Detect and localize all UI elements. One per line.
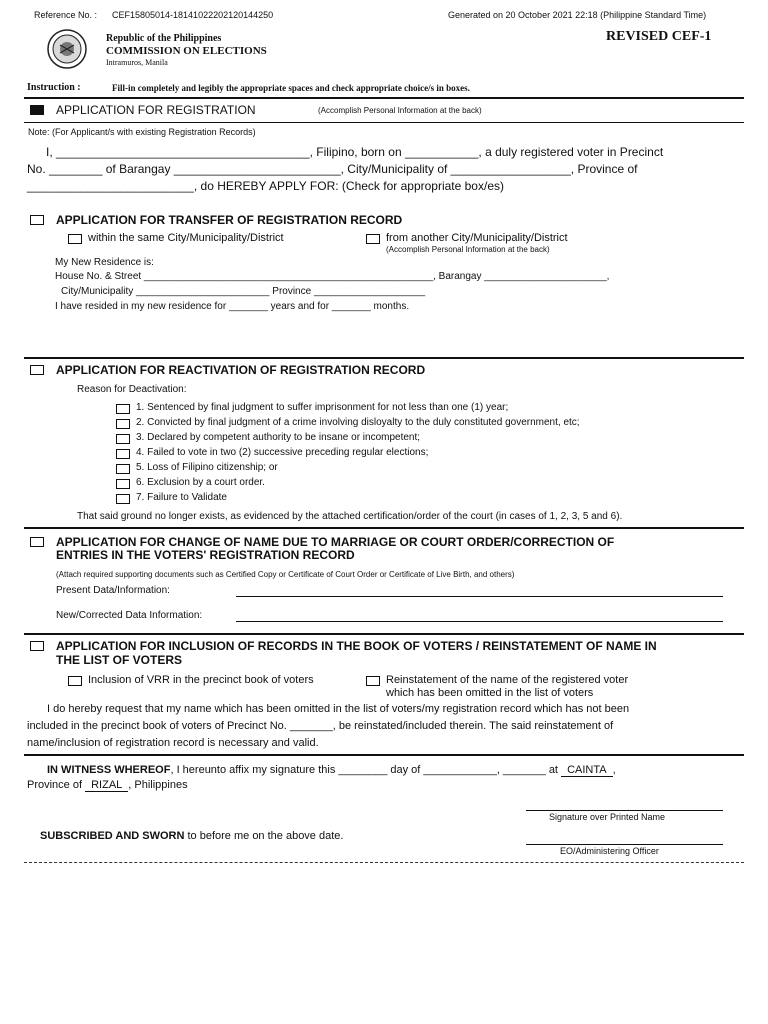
registration-note: Note: (For Applicant/s with existing Registration Records): [28, 127, 256, 137]
witness-line: IN WITNESS WHEREOF, I hereunto affix my signature this ________ day of ____________, _______ at CAINTA ,: [47, 764, 616, 776]
province-line: [27, 779, 188, 791]
present-data-label: Present Data/Information:: [56, 585, 170, 596]
agency-address: Intramuros, Manila: [106, 58, 168, 67]
instruction-label: Instruction :: [27, 82, 81, 93]
change-name-divider: [24, 633, 744, 635]
sworn-lead: SUBSCRIBED AND SWORN: [40, 830, 185, 842]
inclusion-paragraph-2: included in the precinct book of voters of Precinct No. _______, be reinstated/included therein. The said reinstatement of: [27, 720, 614, 732]
corrected-data-line[interactable]: [236, 621, 723, 622]
country-text: , Philippines: [128, 779, 188, 791]
republic-label: Republic of the Philippines: [106, 33, 222, 44]
agency-name: COMMISSION ON ELECTIONS: [106, 45, 267, 57]
witness-lead: IN WITNESS WHEREOF: [47, 764, 171, 776]
transfer-another-note: (Accomplish Personal Information at the back): [386, 245, 550, 254]
ground-no-longer-exists: That said ground no longer exists, as evidenced by the attached certification/order of the court (in cases of 1, 2, 3, 5 and 6).: [77, 511, 623, 522]
change-name-title-1: APPLICATION FOR CHANGE OF NAME DUE TO MARRIAGE OR COURT ORDER/CORRECTION OF: [56, 535, 615, 549]
registration-line-2: No. ________ of Barangay _________________________, City/Municipality of __________________, Province of: [27, 162, 638, 176]
inclusion-checkbox[interactable]: [30, 641, 44, 651]
inclusion-paragraph-1: I do hereby request that my name which has been omitted in the list of voters/my registration record which has not been: [47, 703, 630, 715]
reinstatement-label-1: Reinstatement of the name of the registered voter: [386, 674, 629, 686]
instruction-text: Fill-in completely and legibly the appropriate spaces and check appropriate choice/s in boxes.: [112, 83, 470, 93]
present-data-line[interactable]: [236, 596, 723, 597]
reinstatement-checkbox[interactable]: [366, 676, 380, 686]
province-label: Province of: [27, 779, 83, 791]
city-province-line: City/Municipality ________________________ Province ____________________: [61, 286, 426, 297]
residency-duration-line: I have resided in my new residence for _______ years and for _______ months.: [55, 301, 410, 312]
reason-7-label: 7. Failure to Validate: [136, 492, 227, 503]
reason-1-checkbox[interactable]: [116, 404, 130, 414]
province-value[interactable]: RIZAL: [85, 779, 128, 792]
new-residence-label: My New Residence is:: [55, 257, 154, 268]
transfer-same-label: within the same City/Municipality/District: [88, 232, 284, 244]
house-street-line: House No. & Street ____________________________________________________, Barangay ______________________,: [55, 271, 610, 282]
inclusion-title-1: APPLICATION FOR INCLUSION OF RECORDS IN THE BOOK OF VOTERS / REINSTATEMENT OF NAME IN: [56, 639, 657, 653]
reason-6-label: 6. Exclusion by a court order.: [136, 477, 265, 488]
officer-line[interactable]: [526, 844, 723, 845]
transfer-another-checkbox[interactable]: [366, 234, 380, 244]
reason-3-checkbox[interactable]: [116, 434, 130, 444]
reason-6-checkbox[interactable]: [116, 479, 130, 489]
inclusion-vrr-label: Inclusion of VRR in the precinct book of voters: [88, 674, 314, 686]
registration-divider: [24, 122, 744, 123]
deactivation-reason-label: Reason for Deactivation:: [77, 384, 187, 395]
transfer-divider: [24, 357, 744, 359]
reason-5-checkbox[interactable]: [116, 464, 130, 474]
reason-4-label: 4. Failed to vote in two (2) successive preceding regular elections;: [136, 447, 429, 458]
reason-5-label: 5. Loss of Filipino citizenship; or: [136, 462, 278, 473]
inclusion-title-2: THE LIST OF VOTERS: [56, 653, 183, 667]
registration-title: APPLICATION FOR REGISTRATION: [56, 103, 256, 117]
comelec-seal-logo: [34, 28, 104, 70]
change-name-title-2: ENTRIES IN THE VOTERS' REGISTRATION RECORD: [56, 548, 355, 562]
inclusion-paragraph-3: name/inclusion of registration record is necessary and valid.: [27, 737, 319, 749]
reactivation-checkbox[interactable]: [30, 365, 44, 375]
reference-label: Reference No. :: [34, 10, 98, 20]
change-name-checkbox[interactable]: [30, 537, 44, 547]
reinstatement-label-2: which has been omitted in the list of voters: [386, 687, 594, 699]
sworn-line: [40, 830, 343, 842]
reason-2-label: 2. Convicted by final judgment of a crime involving disloyalty to the duly constituted government, etc;: [136, 417, 580, 428]
inclusion-divider: [24, 754, 744, 756]
reason-2-checkbox[interactable]: [116, 419, 130, 429]
signature-label: Signature over Printed Name: [549, 812, 666, 822]
signature-line[interactable]: [526, 810, 723, 811]
cut-line: [24, 862, 744, 863]
transfer-checkbox[interactable]: [30, 215, 44, 225]
witness-place[interactable]: CAINTA: [561, 764, 613, 777]
officer-label: EO/Administering Officer: [560, 846, 659, 856]
witness-text: , I hereunto affix my signature this ________ day of ____________, _______ at: [170, 764, 558, 776]
registration-back-note: (Accomplish Personal Information at the back): [318, 106, 482, 115]
registration-line-1: I, ______________________________________, Filipino, born on ___________, a duly registered voter in Precinct: [46, 145, 664, 159]
inclusion-vrr-checkbox[interactable]: [68, 676, 82, 686]
reactivation-divider: [24, 527, 744, 529]
change-name-note: (Attach required supporting documents such as Certified Copy or Certificate of Court Order or Certificate of Live Birth, and others): [56, 570, 515, 579]
form-code: REVISED CEF-1: [606, 29, 712, 44]
transfer-same-checkbox[interactable]: [68, 234, 82, 244]
reason-1-label: 1. Sentenced by final judgment to suffer imprisonment for not less than one (1) year;: [136, 402, 509, 413]
corrected-data-label: New/Corrected Data Information:: [56, 610, 203, 621]
transfer-title: APPLICATION FOR TRANSFER OF REGISTRATION RECORD: [56, 213, 403, 227]
header-divider: [24, 97, 744, 99]
registration-checkbox[interactable]: [30, 105, 44, 115]
reason-3-label: 3. Declared by competent authority to be insane or incompetent;: [136, 432, 421, 443]
registration-line-3: _________________________, do HEREBY APPLY FOR: (Check for appropriate box/es): [27, 179, 504, 193]
reactivation-title: APPLICATION FOR REACTIVATION OF REGISTRATION RECORD: [56, 363, 426, 377]
transfer-another-label: from another City/Municipality/District: [386, 232, 568, 244]
generated-timestamp: Generated on 20 October 2021 22:18 (Philippine Standard Time): [448, 10, 707, 20]
reason-4-checkbox[interactable]: [116, 449, 130, 459]
sworn-text: to before me on the above date.: [187, 830, 344, 842]
reason-7-checkbox[interactable]: [116, 494, 130, 504]
reference-number: CEF15805014-18141022202120144250: [112, 10, 274, 20]
